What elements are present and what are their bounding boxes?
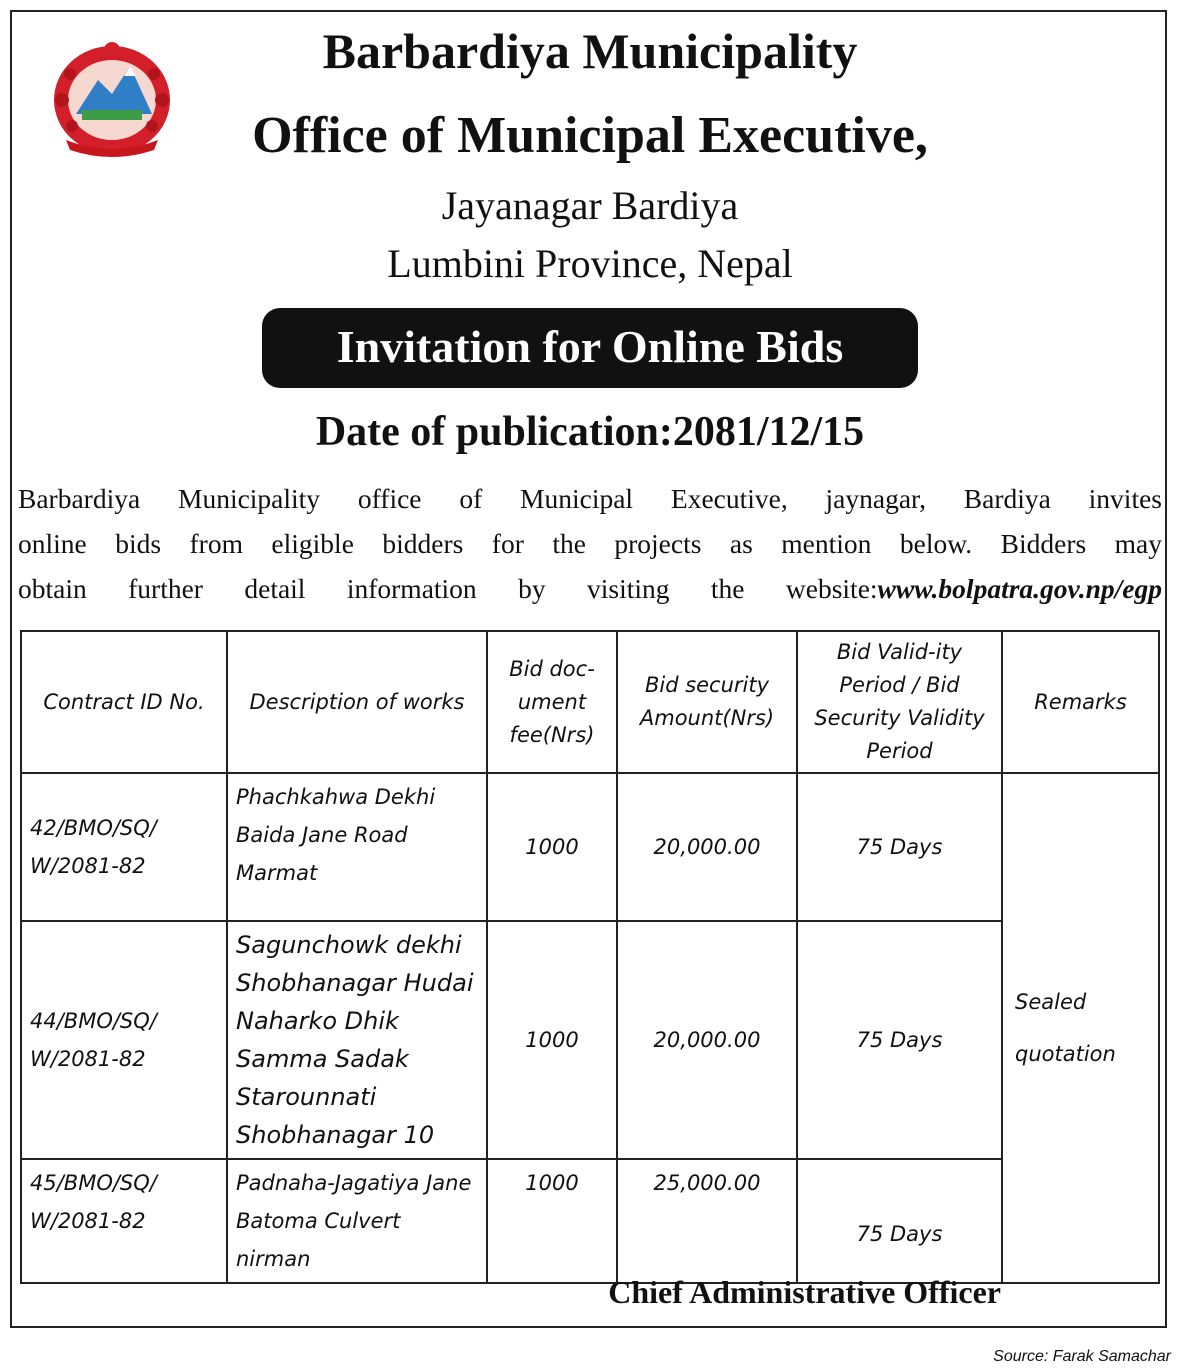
row-1-validity: 75 Days [797,773,1002,921]
row-1-doc-fee: 1000 [487,773,617,921]
row-3-security: 25,000.00 [617,1159,797,1283]
bids-table [20,630,1160,1284]
source-credit: Source: Farak Samachar [993,1348,1171,1365]
table-header-row [21,631,1159,773]
row-2-description: Sagunchowk dekhi Shobhanagar Hudai Naharko Dhik Samma Sadak Starounnati Shobhanagar 10 [227,921,487,1159]
row-2-validity: 75 Days [797,921,1002,1159]
address-line-1: Jayanagar Bardiya [441,183,739,228]
remarks-cell [1002,773,1159,1283]
municipality-title: Barbardiya Municipality [322,23,858,79]
row-2-doc-fee: 1000 [487,921,617,1159]
publication-label: Date of publication: [315,409,673,455]
header-doc-fee: Bid doc-ument fee(Nrs) [487,631,617,773]
intro-line-3 [18,566,1162,611]
intro-line-2: online bids from eligible bidders for the projects as mention below. Bidders may [18,528,1162,559]
row-3-description: Padnaha-Jagatiya Jane Batoma Culvert nirman [227,1159,487,1283]
row-3-validity: 75 Days [797,1159,1002,1283]
remarks-value-line-1: Sealed [1015,990,1087,1014]
row-3-doc-fee: 1000 [487,1159,617,1283]
intro-line-3-text: obtain further detail information by visiting the website: [18,573,878,604]
intro-paragraph [18,476,1162,611]
row-1-security: 20,000.00 [617,773,797,921]
table-row [21,773,1159,921]
row-2-security: 20,000.00 [617,921,797,1159]
address-line-2: Lumbini Province, Nepal [387,241,793,286]
header-remarks: Remarks [1002,631,1159,773]
signoff-title: Chief Administrative Officer [608,1274,1001,1310]
remarks-value-line-2: quotation [1015,1042,1116,1066]
header-description: Description of works [227,631,487,773]
table-row [21,921,1159,1159]
row-1-description: Phachkahwa Dekhi Baida Jane Road Marmat [227,773,487,921]
notice-title-banner: Invitation for Online Bids [262,308,918,388]
office-title: Office of Municipal Executive, [252,107,928,164]
header-security: Bid security Amount(Nrs) [617,631,797,773]
row-2-contract-id: 44/BMO/SQ/ W/2081-82 [21,921,227,1159]
header-validity: Bid Valid-ity Period / Bid Security Validity Period [797,631,1002,773]
website-link[interactable]: www.bolpatra.gov.np/egp [877,573,1162,604]
intro-line-1: Barbardiya Municipality office of Municipal Executive, jaynagar, Bardiya invites [18,483,1162,514]
row-1-contract-id: 42/BMO/SQ/ W/2081-82 [21,773,227,921]
header-contract-id: Contract ID No. [21,631,227,773]
table-row [21,1159,1159,1283]
publication-date [180,408,1000,456]
publication-date-value: 2081/12/15 [672,409,865,455]
row-3-contract-id: 45/BMO/SQ/ W/2081-82 [21,1159,227,1283]
